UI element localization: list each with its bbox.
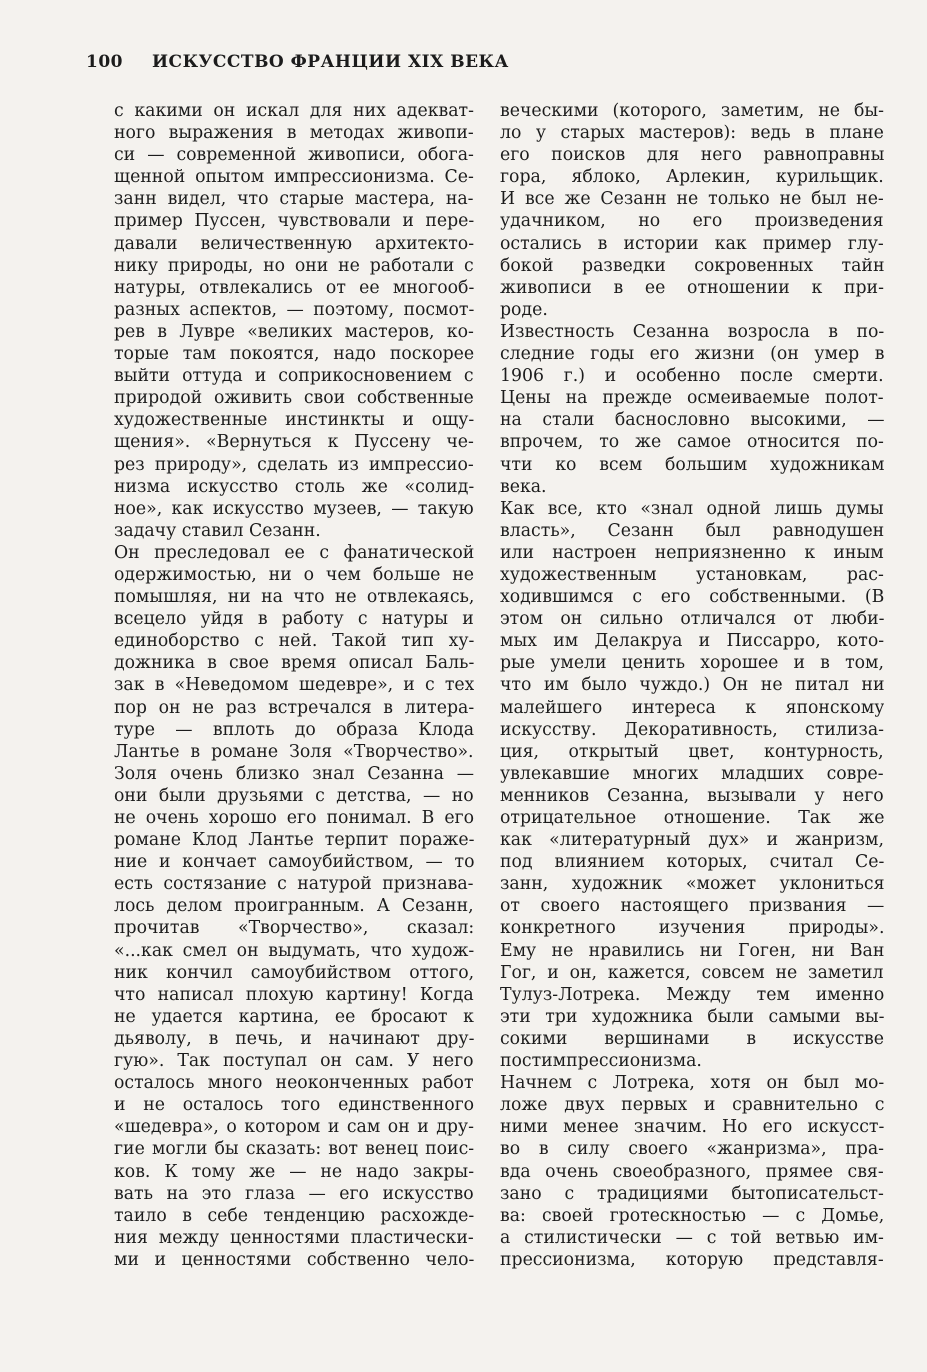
text-line: от своего настоящего призвания — <box>500 896 884 917</box>
text-line: 1906 г.) и особенно после смерти. <box>500 366 884 387</box>
text-line: Тулуз-Лотрека. Между тем именно <box>500 984 884 1005</box>
text-line: остались в истории как пример глу- <box>500 233 884 254</box>
text-line: постимпрессионизма. <box>500 1051 702 1072</box>
text-line: следние годы его жизни (он умер в <box>500 344 884 365</box>
text-line: пор он не раз встречался в литера- <box>114 697 474 718</box>
text-line: не удается картина, ее бросают к <box>114 1006 474 1027</box>
text-line: ние и кончает самоубийством, — то <box>114 852 474 873</box>
text-line: И все же Сезанн не только не был не- <box>500 189 884 210</box>
text-line: ния между ценностями пластически- <box>114 1227 474 1248</box>
text-line: во в силу своего «жанризма», пра- <box>500 1139 884 1160</box>
text-line: веческими (которого, заметим, не бы- <box>500 101 884 121</box>
right-text-column <box>500 100 884 1271</box>
text-line: «...как смел он выдумать, что худож- <box>114 940 474 961</box>
text-line: ходившимся с его собственными. (В <box>500 587 884 608</box>
text-line: Лантье в романе Золя «Творчество». <box>114 741 474 762</box>
text-line: Он преследовал ее с фанатической <box>114 542 474 563</box>
text-line: натуры, отвлекались от ее многооб- <box>114 277 474 298</box>
text-line: мых им Делакруа и Писсарро, кото- <box>500 631 884 652</box>
text-line: с какими он искал для них адекват- <box>114 101 474 121</box>
text-line: туре — вплоть до образа Клода <box>114 719 474 740</box>
text-line: что им было чуждо.) Он не питал ни <box>500 675 884 696</box>
text-line: они были друзьями с детства, — но <box>114 785 474 806</box>
text-line: щенной опытом импрессионизма. Се- <box>114 167 474 188</box>
text-line: малейшего интереса к японскому <box>500 697 884 718</box>
text-line: нику природы, но они не работали с <box>114 255 474 276</box>
text-line: щения». «Вернуться к Пуссену че- <box>114 432 474 453</box>
text-line: не очень хорошо его понимал. В его <box>114 808 474 828</box>
page-number: 100 <box>86 52 123 72</box>
text-line: лось делом проигранным. А Сезанн, <box>114 896 474 917</box>
text-line: как «литературный дух» и жанризм, <box>500 830 884 851</box>
text-line: власть», Сезанн был равнодушен <box>500 520 884 541</box>
text-line: гую». Так поступал он сам. У него <box>114 1051 474 1072</box>
text-line: дьяволу, в печь, и начинают дру- <box>114 1028 474 1049</box>
text-line: рые умели ценить хорошее и в том, <box>500 653 884 674</box>
text-line: дожника в свое время описал Баль- <box>114 653 474 674</box>
text-line: эти три художника были самыми вы- <box>500 1006 884 1027</box>
text-line: роде. <box>500 299 548 320</box>
text-line: или настроен неприязненно к иным <box>500 542 884 563</box>
running-header <box>86 52 886 82</box>
text-line: гие могли бы сказать: вот венец поис- <box>114 1139 474 1160</box>
text-line: Цены на прежде осмеиваемые полот- <box>500 388 884 409</box>
text-line: романе Клод Лантье терпит пораже- <box>114 830 474 851</box>
text-line: удачником, но его произведения <box>500 211 884 232</box>
text-line: пример Пуссен, чувствовали и пере- <box>114 211 474 232</box>
text-line: рез природу», сделать из импрессио- <box>114 454 474 475</box>
text-line: Золя очень близко знал Сезанна — <box>114 763 474 784</box>
text-line: Ему не нравились ни Гоген, ни Ван <box>500 940 884 961</box>
text-line: Гог, и он, кажется, совсем не заметил <box>500 962 884 983</box>
text-line: под влиянием которых, считал Се- <box>500 852 884 873</box>
text-line: осталось много неоконченных работ <box>114 1073 474 1094</box>
text-line: этом он сильно отличался от люби- <box>500 609 884 630</box>
text-line: ложе двух первых и сравнительно с <box>500 1095 884 1116</box>
text-line: рев в Лувре «великих мастеров, ко- <box>114 321 474 342</box>
text-line: ное», как искусство музеев, — такую <box>114 498 474 519</box>
text-line: живописи в ее отношении к при- <box>500 277 884 298</box>
text-line: века. <box>500 476 547 497</box>
text-line: искусству. Декоративность, стилиза- <box>500 719 884 740</box>
text-line: ник кончил самоубийством оттого, <box>114 962 474 983</box>
text-line: выйти оттуда и соприкосновением с <box>114 366 474 387</box>
text-line: ва: своей гротескностью — с Домье, <box>500 1205 884 1226</box>
text-line: конкретного изучения природы». <box>500 918 884 939</box>
text-line: ло у старых мастеров): ведь в плане <box>500 123 884 144</box>
text-line: бокой разведки сокровенных тайн <box>500 255 884 276</box>
text-line: «шедевра», о котором и сам он и дру- <box>114 1117 474 1138</box>
text-line: ного выражения в методах живопи- <box>114 123 474 144</box>
text-line: Как все, кто «знал одной лишь думы <box>500 498 884 519</box>
text-line: ми и ценностями собственно чело- <box>114 1249 474 1270</box>
text-line: художественным установкам, рас- <box>500 564 884 585</box>
text-line: одержимостью, ни о чем больше не <box>114 564 474 585</box>
text-line: Начнем с Лотрека, хотя он был мо- <box>500 1073 884 1094</box>
text-line: ков. К тому же — не надо закры- <box>114 1161 474 1182</box>
text-line: впрочем, то же самое относится по- <box>500 432 884 453</box>
text-line: художественные инстинкты и ощу- <box>114 410 474 431</box>
text-line: что написал плохую картину! Когда <box>114 984 474 1005</box>
text-line: давали величественную архитекто- <box>114 233 474 254</box>
left-text-column <box>114 100 474 1271</box>
text-line: ция, открытый цвет, контурность, <box>500 741 884 762</box>
text-line: его поисков для него равноправны <box>500 145 884 166</box>
text-line: разных аспектов, — поэтому, посмот- <box>114 299 474 320</box>
text-line: ними менее значим. Но его искусст- <box>500 1117 884 1138</box>
text-line: торые там покоятся, надо поскорее <box>114 344 474 365</box>
text-line: задачу ставил Сезанн. <box>114 520 321 541</box>
text-line: помышляя, ни на что не отвлекаясь, <box>114 587 474 608</box>
text-line: а стилистически — с той ветвью им- <box>500 1227 884 1248</box>
text-line: гора, яблоко, Арлекин, курильщик. <box>500 167 884 188</box>
text-line: занн видел, что старые мастера, на- <box>114 189 474 210</box>
text-line: всецело уйдя в работу с натуры и <box>114 609 474 630</box>
text-line: чти ко всем большим художникам <box>500 454 884 475</box>
text-line: зано с традициями бытописательст- <box>500 1183 884 1204</box>
text-line: и не осталось того единственного <box>114 1095 474 1116</box>
text-line: зак в «Неведомом шедевре», и с тех <box>114 675 474 696</box>
text-line: таило в себе тенденцию расхожде- <box>114 1205 474 1226</box>
text-line: вать на это глаза — его искусство <box>114 1183 474 1204</box>
text-line: Известность Сезанна возросла в по- <box>500 321 884 342</box>
text-line: занн, художник «может уклониться <box>500 874 884 895</box>
text-line: отрицательное отношение. Так же <box>500 808 884 828</box>
text-line: прессионизма, которую представля- <box>500 1249 884 1270</box>
running-title: ИСКУССТВО ФРАНЦИИ XIX ВЕКА <box>152 52 509 72</box>
text-line: вда очень своеобразного, прямее свя- <box>500 1161 884 1182</box>
text-line: си — современной живописи, обога- <box>114 145 474 166</box>
text-line: природой оживить свои собственные <box>114 388 474 409</box>
text-line: сокими вершинами в искусстве <box>500 1028 884 1049</box>
text-line: прочитав «Творчество», сказал: <box>114 918 474 939</box>
text-line: есть состязание с натурой признава- <box>114 874 474 895</box>
text-line: увлекавшие многих младших совре- <box>500 763 884 784</box>
text-line: менников Сезанна, вызывали у него <box>500 785 884 806</box>
text-line: на стали баснословно высокими, — <box>500 410 884 431</box>
text-line: низма искусство столь же «солид- <box>114 476 474 497</box>
text-line: единоборство с ней. Такой тип ху- <box>114 631 474 652</box>
